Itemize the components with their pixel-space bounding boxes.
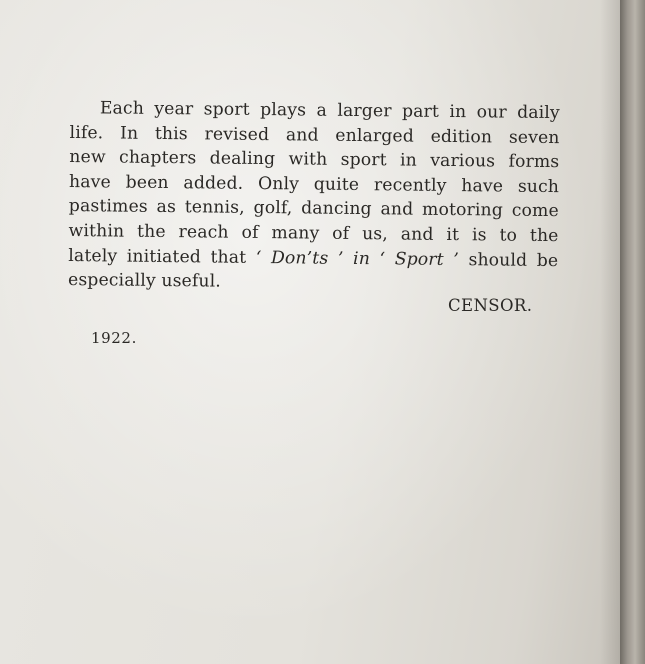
preface-line-8: especially useful. bbox=[67, 270, 222, 292]
preface-line-5: pastimes as tennis, golf, dancing and motoring come bbox=[68, 196, 559, 222]
preface-line-7-trail: should be bbox=[458, 249, 559, 271]
preface-line-1: Each year sport plays a larger part in our daily bbox=[99, 98, 560, 124]
publication-date: 1922. bbox=[91, 329, 137, 347]
preface-line-2: life. In this revised and enlarged edition seven bbox=[69, 122, 560, 148]
preface-line-4: have been added. Only quite recently have such bbox=[68, 171, 560, 197]
page-gutter-shadow bbox=[600, 0, 622, 664]
author-signature: CENSOR. bbox=[448, 296, 533, 315]
book-title-italic: ‘ Don’ts ’ in ‘ Sport ’ bbox=[255, 247, 460, 270]
preface-line-3: new chapters dealing with sport in various forms bbox=[69, 147, 560, 173]
page-edge-stack bbox=[620, 0, 645, 664]
preface-paragraph bbox=[68, 96, 560, 298]
preface-line-6: within the reach of many of us, and it is to the bbox=[68, 220, 559, 247]
preface-line-7-lead: lately initiated that bbox=[68, 245, 256, 268]
